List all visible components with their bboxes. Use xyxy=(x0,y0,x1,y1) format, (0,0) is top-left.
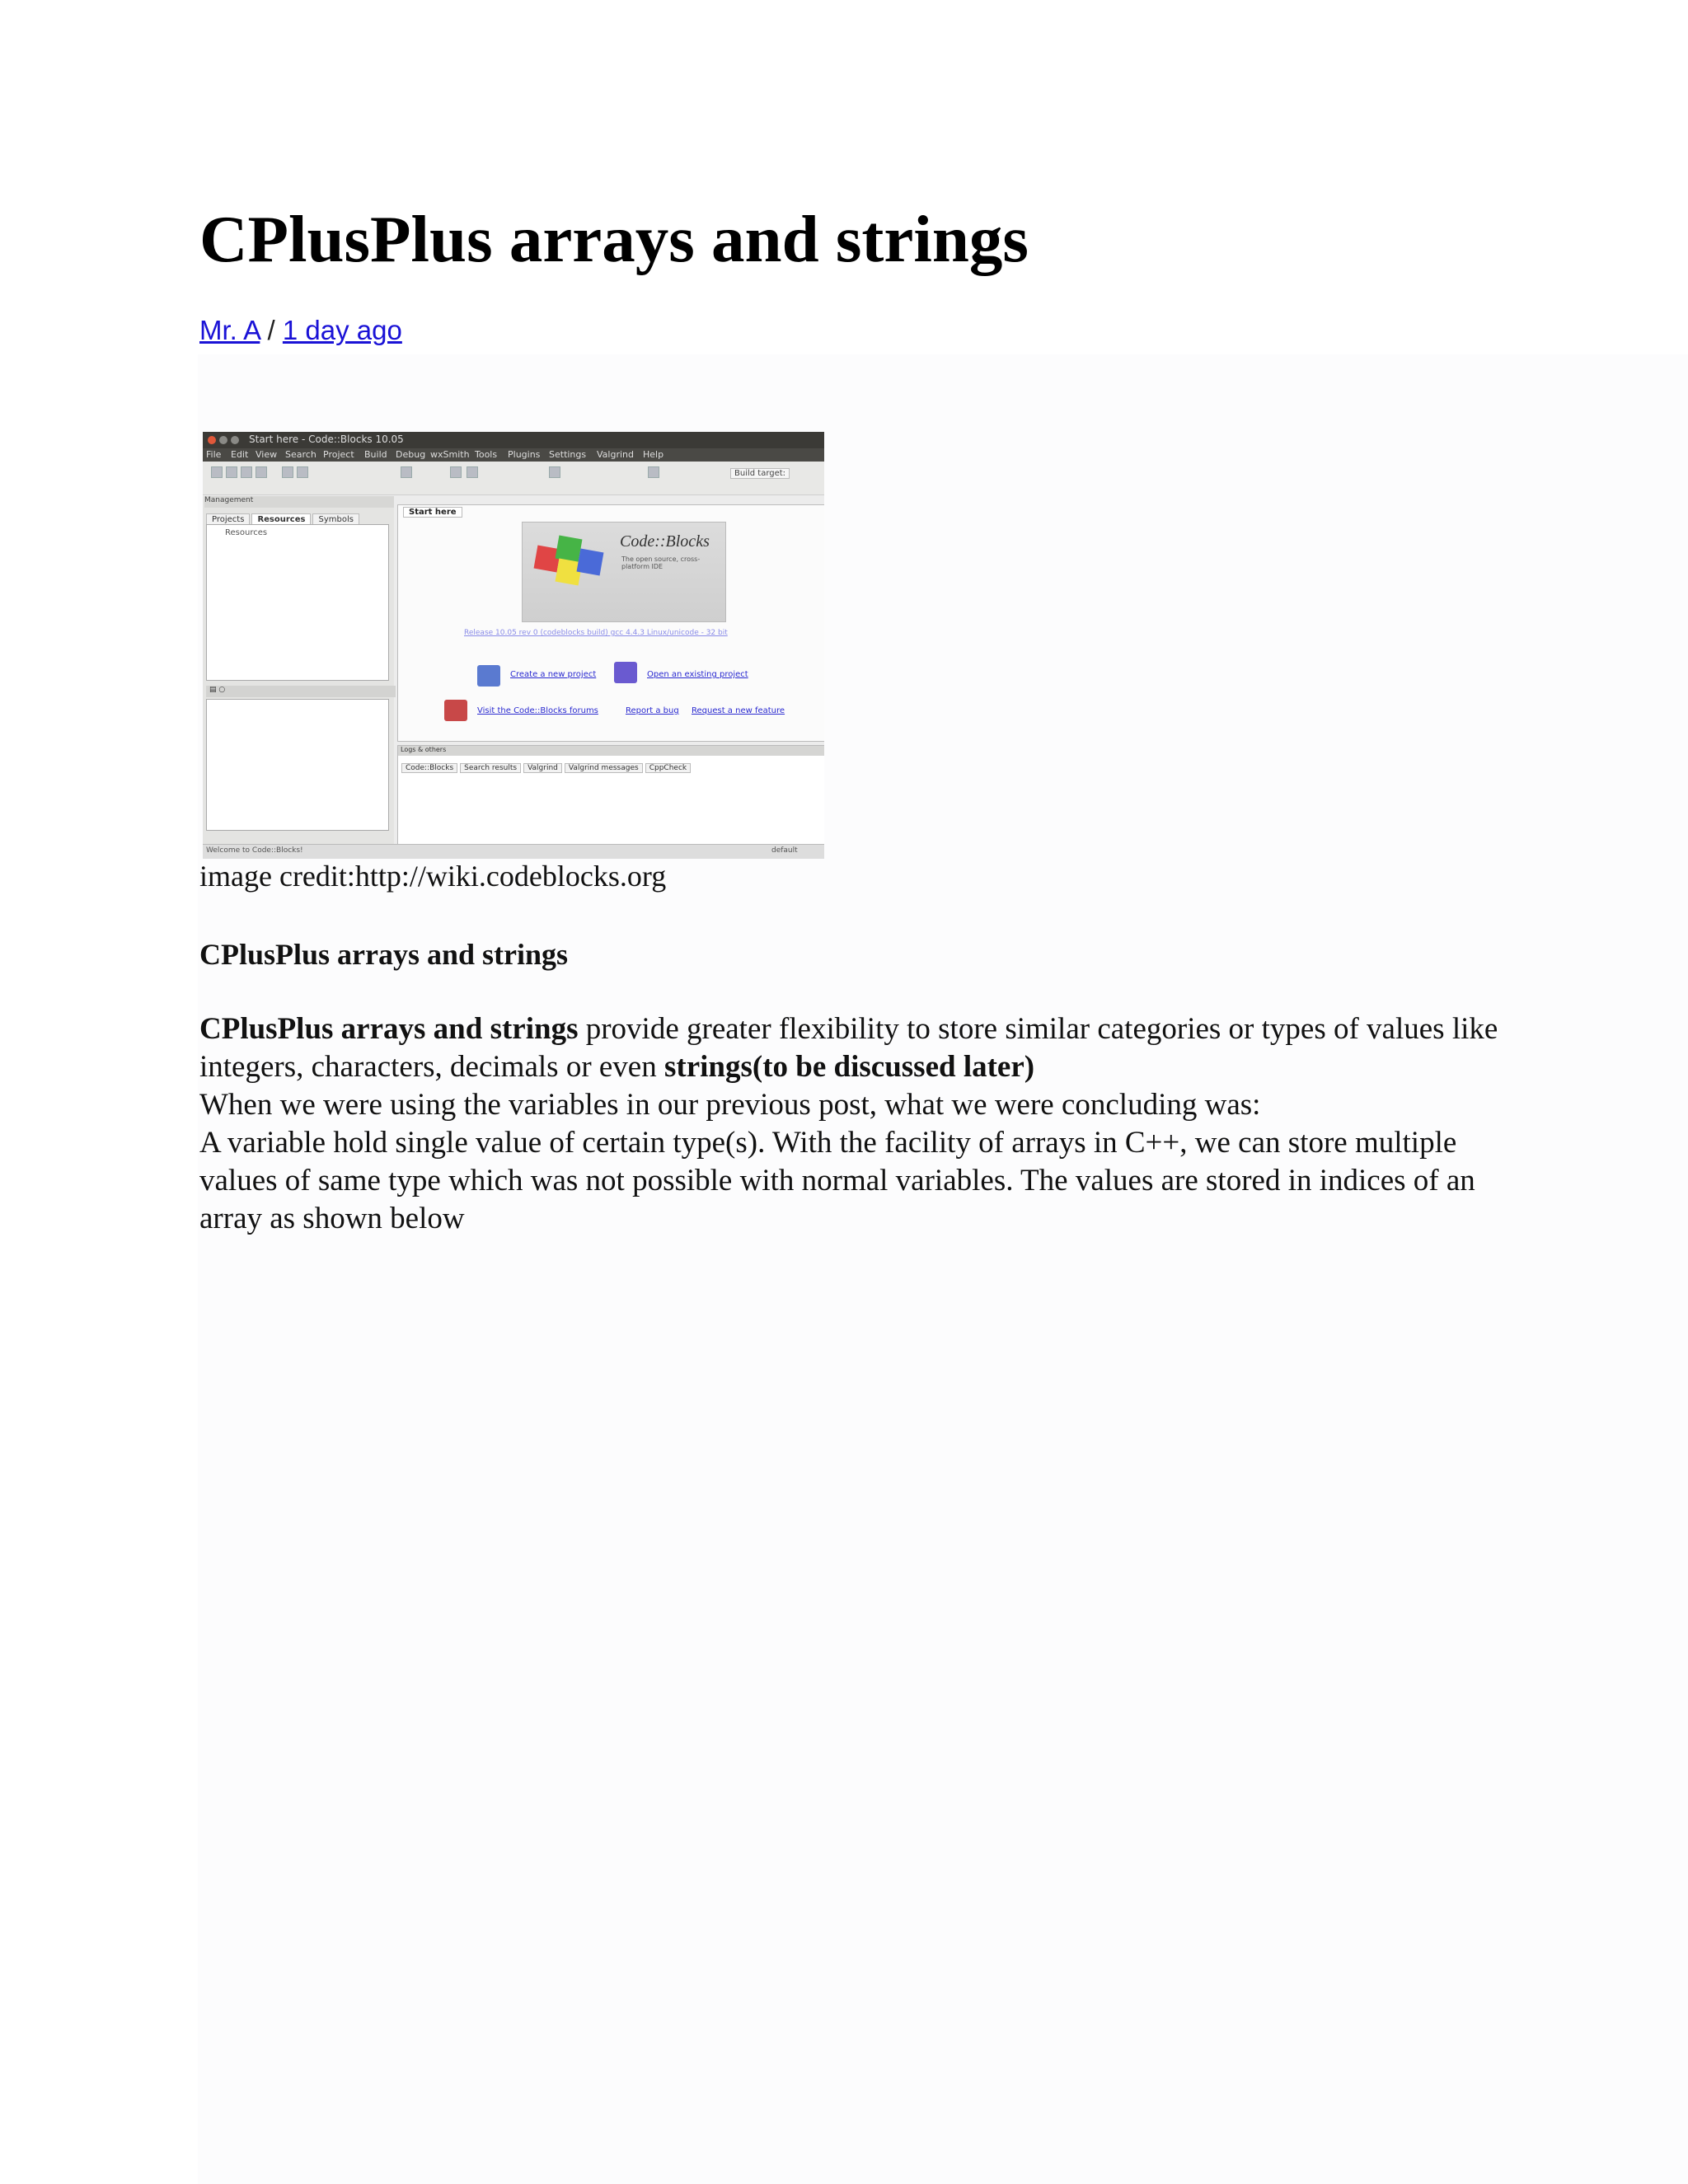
open-icon xyxy=(226,466,237,478)
menu-wxsmith: wxSmith xyxy=(430,449,470,460)
menu-bar xyxy=(203,448,824,462)
sub-panel xyxy=(206,699,389,831)
build-icon xyxy=(450,466,462,478)
menu-file: File xyxy=(206,449,222,460)
logo-subtitle: The open source, cross-platform IDE xyxy=(621,555,701,570)
run-icon xyxy=(467,466,478,478)
menu-search: Search xyxy=(285,449,316,460)
log-tab-cppcheck: CppCheck xyxy=(645,763,691,773)
status-default: default xyxy=(771,846,798,855)
menu-valgrind: Valgrind xyxy=(597,449,634,460)
article-title: CPlusPlus arrays and strings xyxy=(199,202,1029,276)
management-pane xyxy=(203,496,394,859)
date-link[interactable]: 1 day ago xyxy=(282,315,402,345)
intro-bold: CPlusPlus arrays and strings xyxy=(199,1012,579,1046)
new-project-icon xyxy=(477,665,500,687)
open-project-link: Open an existing project xyxy=(647,670,748,679)
intro-bold-strings: strings(to be discussed later) xyxy=(663,1050,1035,1084)
author-link[interactable]: Mr. A xyxy=(199,315,260,345)
menu-plugins: Plugins xyxy=(508,449,541,460)
logs-tabs xyxy=(401,757,693,773)
logs-panel xyxy=(397,745,824,846)
tab-projects: Projects xyxy=(206,513,250,526)
minimize-icon xyxy=(219,436,227,444)
log-tab-valgrind: Valgrind xyxy=(523,763,562,773)
close-icon xyxy=(208,436,216,444)
tree-item-resources: Resources xyxy=(225,528,268,537)
paragraph-arrays: A variable hold single value of certain type(s). With the facility of arrays in C++, we can store multiple values of same type which was not possible with normal variables. The values are stored in indices of an array as shown below xyxy=(199,1126,1475,1235)
logo-cube-blue xyxy=(577,549,604,576)
request-feature-link: Request a new feature xyxy=(692,706,785,715)
log-tab-codeblocks: Code::Blocks xyxy=(401,763,457,773)
window-titlebar xyxy=(203,432,824,448)
report-bug-link: Report a bug xyxy=(626,706,679,715)
menu-project: Project xyxy=(323,449,354,460)
logs-title: Logs & others xyxy=(398,746,824,756)
version-info: Release 10.05 rev 0 (codeblocks build) gcc 4.4.3 Linux/unicode - 32 bit xyxy=(464,629,728,637)
menu-build: Build xyxy=(364,449,387,460)
meta-separator: / xyxy=(267,315,275,345)
log-tab-valgrind-messages: Valgrind messages xyxy=(565,763,643,773)
article-body xyxy=(199,1010,1518,1238)
menu-settings: Settings xyxy=(549,449,587,460)
save-all-icon xyxy=(256,466,267,478)
article-meta xyxy=(199,313,1518,348)
resource-tree xyxy=(206,524,389,681)
new-file-icon xyxy=(211,466,223,478)
redo-icon xyxy=(297,466,308,478)
debug-icon xyxy=(549,466,560,478)
menu-debug: Debug xyxy=(396,449,426,460)
paragraph-intro xyxy=(199,1010,1518,1086)
save-icon xyxy=(241,466,252,478)
intro-text: provide greater flexibility to store similar categories or types of values like integers, characters, decimals or even xyxy=(199,1012,1498,1084)
management-title: Management xyxy=(204,496,394,508)
tab-symbols: Symbols xyxy=(312,513,359,526)
menu-edit: Edit xyxy=(231,449,249,460)
find-icon xyxy=(401,466,412,478)
tab-resources: Resources xyxy=(251,513,311,526)
section-heading: CPlusPlus arrays and strings xyxy=(199,938,569,971)
forums-link: Visit the Code::Blocks forums xyxy=(477,706,598,715)
paragraph-variables: When we were using the variables in our previous post, what we were concluding was: xyxy=(199,1088,1261,1122)
log-tab-search: Search results xyxy=(460,763,521,773)
codeblocks-screenshot xyxy=(203,432,824,859)
sub-panel-title: ▤ ○ xyxy=(206,686,396,697)
forums-icon xyxy=(444,700,467,721)
menu-help: Help xyxy=(643,449,664,460)
abort-icon xyxy=(648,466,659,478)
status-text: Welcome to Code::Blocks! xyxy=(206,846,303,855)
codeblocks-logo xyxy=(522,522,726,622)
build-target-label: Build target: xyxy=(730,468,790,479)
menu-tools: Tools xyxy=(475,449,498,460)
management-tabs xyxy=(206,509,361,523)
undo-icon xyxy=(282,466,293,478)
toolbar xyxy=(203,462,824,495)
menu-view: View xyxy=(256,449,278,460)
logo-text: Code::Blocks xyxy=(620,532,710,551)
image-caption: image credit:http://wiki.codeblocks.org xyxy=(199,860,667,893)
open-project-icon xyxy=(614,662,637,683)
window-title: Start here - Code::Blocks 10.05 xyxy=(249,434,404,445)
start-here-page xyxy=(397,504,824,742)
maximize-icon xyxy=(231,436,239,444)
create-project-link: Create a new project xyxy=(510,670,597,679)
tab-start-here: Start here xyxy=(403,507,462,518)
article-header xyxy=(199,198,1518,348)
